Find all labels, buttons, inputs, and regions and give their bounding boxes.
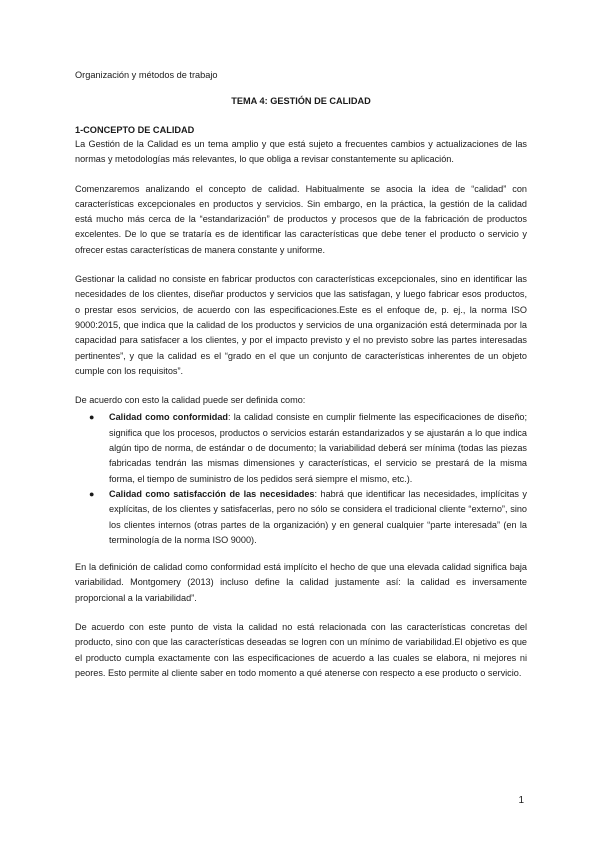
document-page (75, 70, 527, 695)
viewpoint-paragraph: De acuerdo con este punto de vista la calidad no está relacionada con las características concretas del producto, sino con que las características deseadas se logren con un mínimo de variabilidad.El objetivo es que el producto cumpla exactamente con las especificaciones de acuerdo a las cuales se elabora, ni mejores ni peores. Esto permite al cliente saber en todo momento a qué atenerse con respecto a ese producto o servicio. (75, 622, 527, 678)
definition-text: : habrá que identificar las necesidades, implícitas y explícitas, de los clientes y satisfacerlas, pero no sólo se considera el tradicional cliente “externo”, sino los clientes internos (otras partes de la organización) y en general cualquier “parte interesada” (en la terminología de la norma ISO 9000). (109, 488, 527, 545)
definition-lead-paragraph: De acuerdo con esto la calidad puede ser definida como: (75, 395, 306, 406)
running-head: Organización y métodos de trabajo (75, 70, 218, 80)
bullet-icon: ● (89, 412, 95, 423)
iso-paragraph: Gestionar la calidad no consiste en fabricar productos con características excepcionales, sino en identificar las necesidades de los clientes, diseñar productos y servicios que las satisfagan, y luego fabricar esos productos, o prestar esos servicios, de acuerdo con las especificaciones.Este es el enfoque de, p. ej., la norma ISO 9000:2015, que indica que la calidad de los productos y servicios de una organización está determinada por la capacidad para satisfacer a los clientes, y por el impacto previsto y el no previsto sobre las partes interesadas pertinentes”, y que la calidad es el “grado en el que un conjunto de características inherentes de un objeto cumple con los requisitos”. (75, 274, 527, 376)
section-heading: 1-CONCEPTO DE CALIDAD (75, 125, 195, 135)
intro-paragraph: La Gestión de la Calidad es un tema amplio y que está sujeto a frecuentes cambios y actualizaciones de las normas y metodologías más relevantes, lo que obliga a revisar constantemente su aplicación. (75, 139, 527, 165)
definitions-list (75, 410, 527, 548)
bullet-icon: ● (89, 488, 95, 499)
quality-concept-paragraph: Comenzaremos analizando el concepto de calidad. Habitualmente se asocia la idea de “calidad” con características excepcionales en productos y servicios. Sin embargo, en la práctica, la gestión de la calidad está mucho más cerca de la “estandarización” de productos y procesos que de la fabricación de productos excelentes. De lo que se trataría es de identificar las características que debe tener el producto o servicio y ofrecer estas características de manera constante y uniforme. (75, 183, 527, 255)
definition-term: Calidad como conformidad (109, 412, 228, 423)
definition-item-satisfaction (89, 487, 527, 548)
definition-item-conformity (89, 410, 528, 486)
document-title: TEMA 4: GESTIÓN DE CALIDAD (231, 96, 371, 106)
definition-term: Calidad como satisfacción de las necesidades (109, 488, 315, 499)
definition-text: : la calidad consiste en cumplir fielmente las especificaciones de diseño; significa que los procesos, productos o servicios estarán estandarizados y se ajustarán a lo que indica algún tipo de norma, de estándar o de documento; la variabilidad deberá ser mínima (todas las piezas fabricadas tendrán las mismas dimensiones y características, el servicio se prestará de la misma forma, el tiempo de suministro de los pedidos será siempre el mismo, etc.). (109, 412, 528, 484)
page-number: 1 (518, 795, 524, 806)
variability-paragraph: En la definición de calidad como conformidad está implícito el hecho de que una elevada calidad significa baja variabilidad. Montgomery (2013) incluso define la calidad justamente así: la calidad es inversamente proporcional a la variabilidad”. (75, 562, 527, 603)
